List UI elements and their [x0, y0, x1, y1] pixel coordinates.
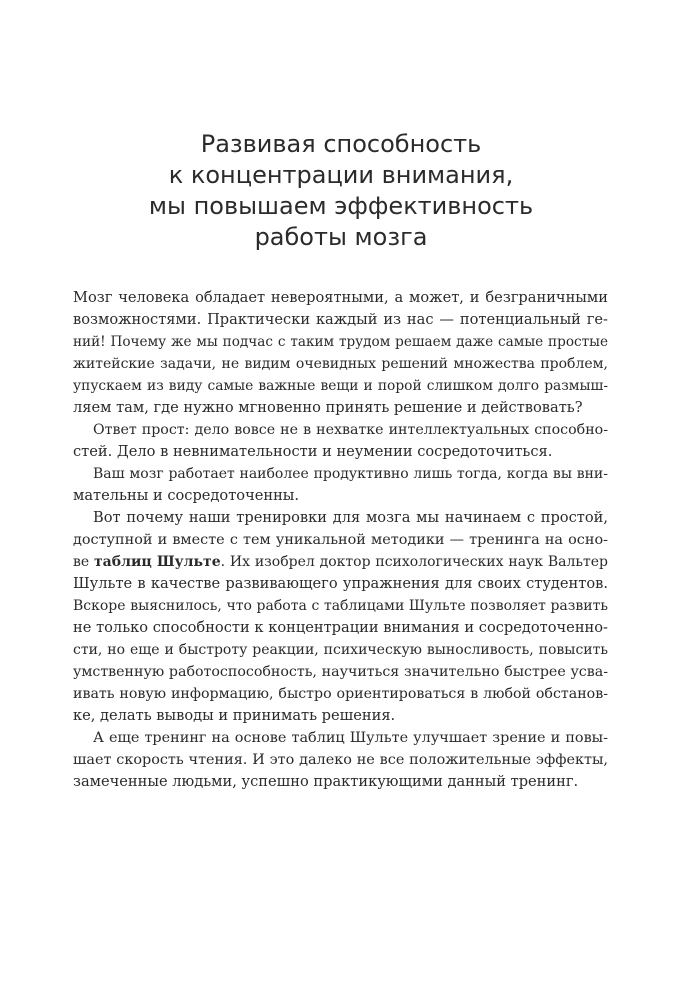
text-line-with-bold — [73, 551, 608, 573]
text-line: доступной и вместе с тем уникальной методики — тренинга на осно- — [73, 532, 608, 548]
text-line: А еще тренинг на основе таблиц Шульте улучшает зрение и повы- — [93, 730, 608, 746]
paragraph-2 — [73, 419, 608, 463]
paragraph-1 — [73, 287, 608, 419]
heading-line: к концентрации внимания, — [168, 161, 514, 189]
text-line: стей. Дело в невнимательности и неумении сосредоточиться. — [73, 443, 553, 460]
text-line: замеченные людьми, успешно практикующими данный тренинг. — [73, 773, 579, 790]
paragraph-5 — [73, 727, 608, 793]
text-line: житейские задачи, не видим очевидных решений множества проблем, — [73, 356, 608, 372]
heading-line: мы повышаем эффективность — [148, 192, 534, 220]
text-line: возможностями. Практически каждый из нас — потенциальный ге- — [73, 311, 608, 328]
text-line: ляем там, где нужно мгновенно принять решение и действовать? — [73, 399, 583, 416]
text-line: ивать новую информацию, быстро ориентироваться в любой обстанов- — [73, 686, 608, 702]
text-fragment: ве — [73, 554, 94, 570]
text-line: Ваш мозг работает наиболее продуктивно лишь тогда, когда вы вни- — [93, 466, 608, 482]
text-line: сти, но еще и быстроту реакции, психическую выносливость, повысить — [73, 642, 608, 658]
text-line: ний! Почему же мы подчас с таким трудом решаем даже самые простые — [73, 334, 608, 350]
heading-line: работы мозга — [254, 223, 428, 251]
paragraph-4 — [73, 507, 608, 727]
text-line: не только способности к концентрации внимания и сосредоточенно- — [73, 619, 608, 636]
paragraph-3 — [73, 463, 608, 507]
text-line: мательны и сосредоточенны. — [73, 487, 300, 504]
text-line: упускаем из виду самые важные вещи и порой слишком долго размыш- — [73, 378, 608, 394]
text-line: Мозг человека обладает невероятными, а может, и безграничными — [73, 289, 608, 306]
text-line: Вскоре выяснилось, что работа с таблицами Шульте позволяет развить — [73, 598, 608, 614]
text-line: ке, делать выводы и принимать решения. — [73, 707, 396, 724]
text-line: Шульте в качестве развивающего упражнения для своих студентов. — [73, 575, 608, 592]
text-line: шает скорость чтения. И это далеко не все положительные эффекты, — [73, 752, 608, 768]
text-line: Вот почему наши тренировки для мозга мы начинаем с простой, — [93, 509, 608, 526]
heading-line: Развивая способность — [200, 130, 482, 158]
text-line: умственную работоспособность, научиться значительно быстрее усва- — [73, 664, 608, 680]
body-text — [73, 287, 608, 793]
text-line: Ответ прост: дело вовсе не в нехватке интеллектуальных способно- — [93, 422, 608, 438]
chapter-heading — [60, 129, 622, 253]
schulte-tables-term: таблиц Шульте — [94, 554, 221, 570]
text-fragment: . Их изобрел доктор психологических наук Вальтер — [220, 554, 608, 570]
